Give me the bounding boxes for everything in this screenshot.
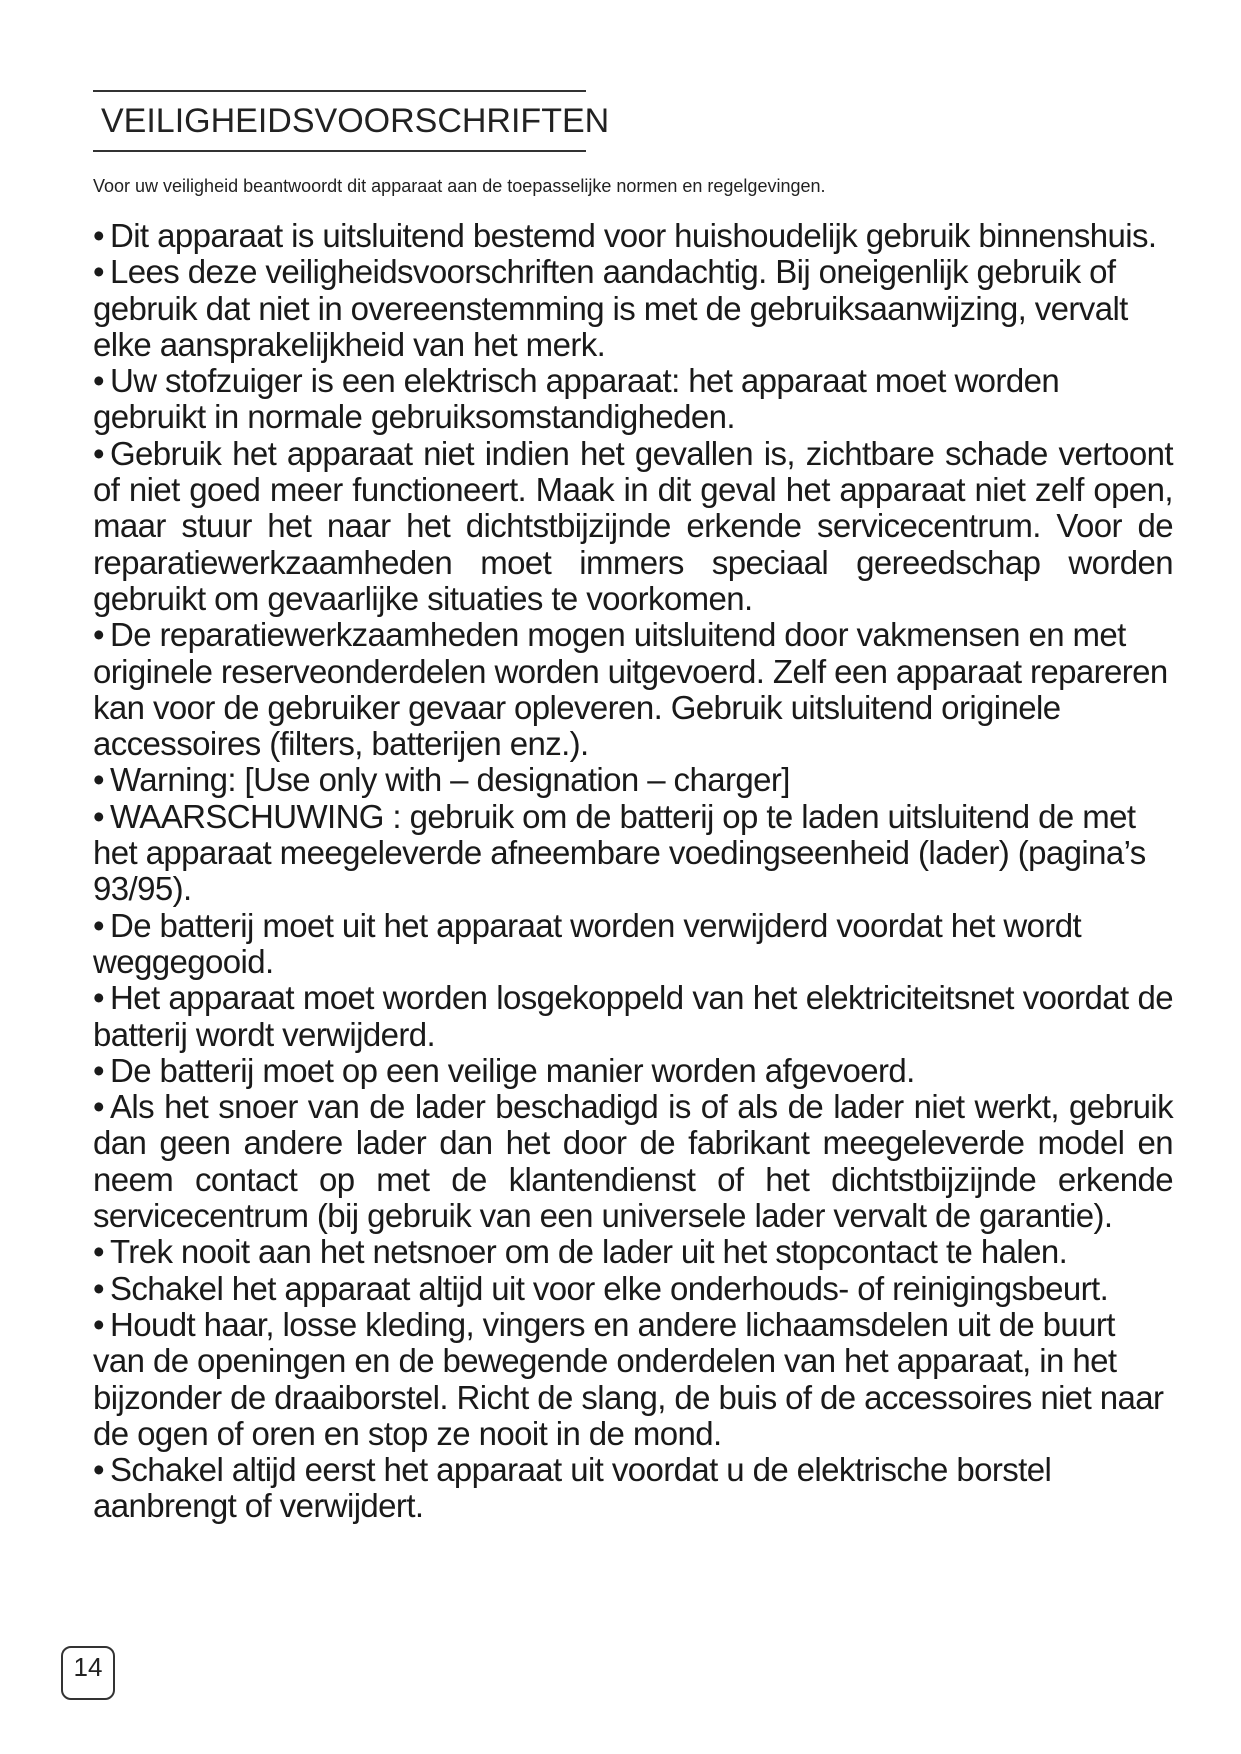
list-item: • Schakel het apparaat altijd uit voor elke onderhouds- of reinigingsbeurt. <box>93 1269 1109 1307</box>
bullet-icon: • <box>93 1051 104 1089</box>
list-item: • Trek nooit aan het netsnoer om de lader uit het stopcontact te halen. <box>93 1233 1068 1271</box>
list-item: • De batterij moet op een veilige manier worden afgevoerd. <box>93 1051 915 1089</box>
list-item: • Dit apparaat is uitsluitend bestemd voor huishoudelijk gebruik binnenshuis. <box>93 217 1157 254</box>
list-item: • Het apparaat moet worden losgekoppeld van het elektriciteitsnet voordat de batterij wordt verwijderd. <box>93 979 1173 1053</box>
bullet-icon: • <box>93 1269 104 1307</box>
list-item: • Als het snoer van de lader beschadigd is of als de lader niet werkt, gebruik dan geen andere lader dan het door de fabrikant meegeleverde model en neem contact op met de klantendienst of het dichtstbijzijnde erkende servicecentrum (bij gebruik van een universele lader vervalt de garantie). <box>93 1088 1173 1235</box>
list-item: • De reparatiewerkzaamheden mogen uitsluitend door vakmensen en met originele reserveonderdelen worden uitgevoerd. Zelf een apparaat repareren kan voor de gebruiker gevaar opleveren. Gebruik uitsluitend originele accessoires (filters, batterijen enz.). <box>93 616 1168 763</box>
list-item: • Lees deze veiligheidsvoorschriften aandachtig. Bij oneigenlijk gebruik of gebruik dat niet in overeenstemming is met de gebruiksaanwijzing, vervalt elke aansprakelijkheid van het merk. <box>93 253 1128 363</box>
list-item: • Schakel altijd eerst het apparaat uit voordat u de elektrische borstel aanbrengt of verwijdert. <box>93 1451 1052 1525</box>
bullet-icon: • <box>93 1451 104 1489</box>
list-item: • Gebruik het apparaat niet indien het gevallen is, zichtbare schade vertoont of niet goed meer functioneert. Maak in dit geval het apparaat niet zelf open, maar stuur het naar het dichtstbijzijnde erkende servicecentrum. Voor de reparatiewerkzaamheden moet immers speciaal gereedschap worden gebruikt om gevaarlijke situaties te voorkomen. <box>93 434 1173 617</box>
bullet-icon: • <box>93 217 104 254</box>
page-title: VEILIGHEIDSVOORSCHRIFTEN <box>101 102 610 140</box>
page-number: 14 <box>61 1646 115 1700</box>
list-item: • WAARSCHUWING : gebruik om de batterij op te laden uitsluitend de met het apparaat meegeleverde afneembare voedingseenheid (lader) (pagina’s 93/95). <box>93 797 1146 908</box>
bullet-icon: • <box>93 1233 104 1271</box>
bullet-icon: • <box>93 434 104 472</box>
list-item: • Houdt haar, losse kleding, vingers en andere lichaamsdelen uit de buurt van de openingen en de bewegende onderdelen van het apparaat, in het bijzonder de draaiborstel. Richt de slang, de buis of de accessoires niet naar de ogen of oren en stop ze nooit in de mond. <box>93 1305 1164 1452</box>
section-header <box>93 90 610 152</box>
bullet-icon: • <box>93 797 104 835</box>
bullet-icon: • <box>93 1088 104 1126</box>
bullet-icon: • <box>93 1305 104 1343</box>
bullet-icon: • <box>93 761 104 799</box>
list-item: • Uw stofzuiger is een elektrisch apparaat: het apparaat moet worden gebruikt in normale gebruiksomstandigheden. <box>93 362 1060 436</box>
bullet-icon: • <box>93 616 104 654</box>
list-item: • De batterij moet uit het apparaat worden verwijderd voordat het wordt weggegooid. <box>93 906 1082 980</box>
safety-instructions-list <box>93 218 1173 1525</box>
bullet-icon: • <box>93 253 104 291</box>
list-item: • Warning: [Use only with – designation – charger] <box>93 761 790 799</box>
intro-text: Voor uw veiligheid beantwoordt dit apparaat aan de toepasselijke normen en regelgevingen. <box>93 176 826 196</box>
document-page <box>93 90 1173 1525</box>
bullet-icon: • <box>93 906 104 944</box>
bullet-icon: • <box>93 979 104 1017</box>
bullet-icon: • <box>93 362 104 400</box>
